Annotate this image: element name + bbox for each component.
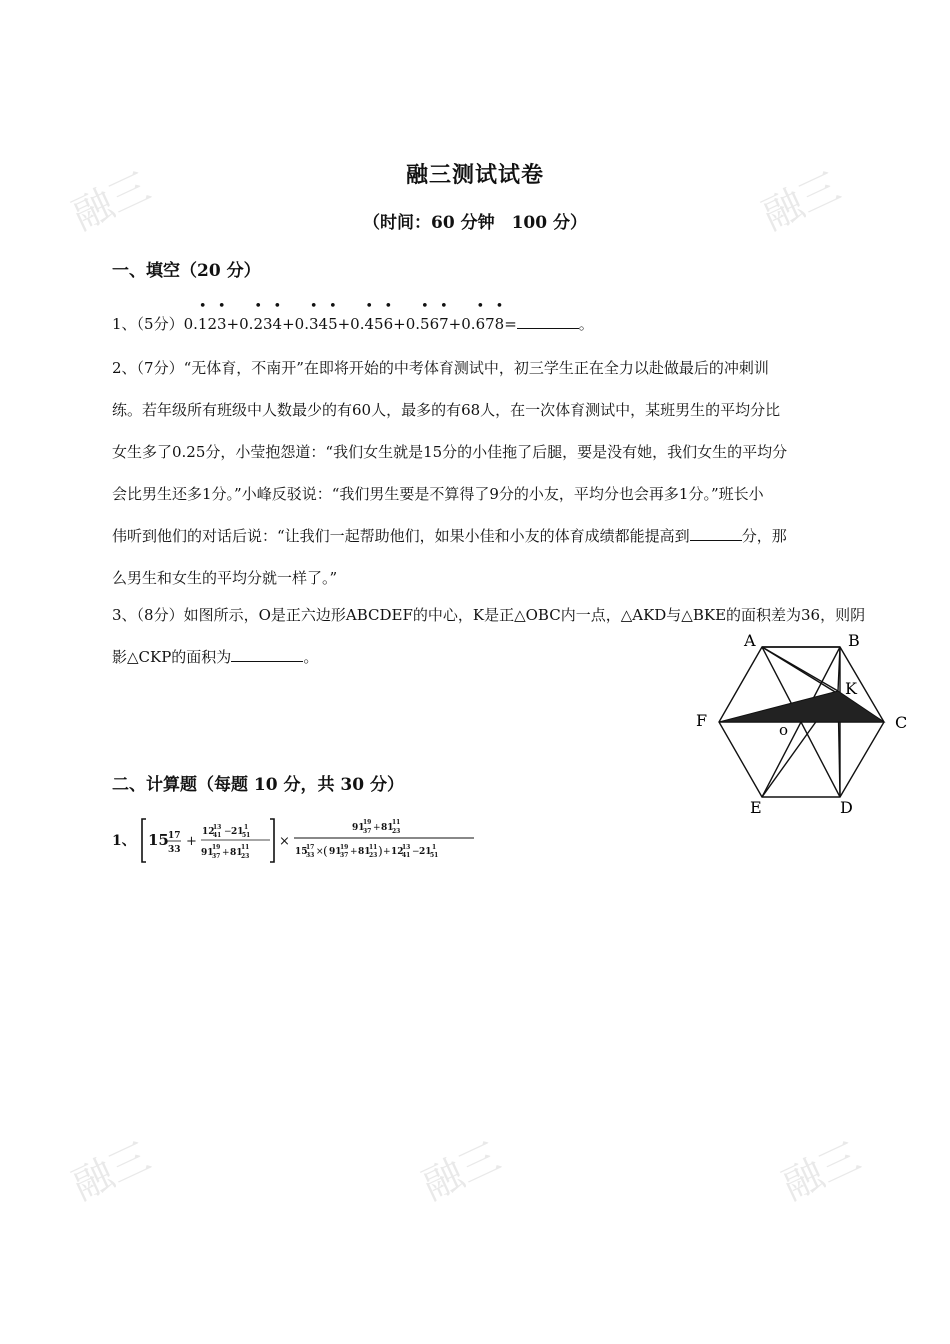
svg-text:−: − (224, 827, 232, 837)
term-lead: +0. (393, 315, 421, 333)
term-lead: +0. (337, 315, 365, 333)
term-digit: • 4 (273, 303, 283, 345)
q2-line: 2、（7分）“无体育，不南开”在即将开始的中考体育测试中，初三学生正在全力以赴做最后的冲刺训 (112, 359, 769, 377)
svg-text:15: 15 (148, 831, 169, 849)
q1-prefix: 1、（5分） (112, 315, 184, 333)
svg-text:1: 1 (432, 844, 437, 851)
term-digit: 5 (374, 315, 384, 333)
svg-text:11: 11 (369, 844, 378, 851)
svg-text:37: 37 (363, 828, 372, 835)
svg-text:23: 23 (369, 852, 378, 859)
svg-text:91: 91 (352, 823, 365, 833)
q2-line: 会比男生还多1分。”小峰反驳说：“我们男生要是不算得了9分的小友，平均分也会再多1分。”班长小 (112, 485, 764, 503)
q1-equals: = (504, 315, 517, 333)
svg-text:+: + (350, 847, 358, 857)
svg-text:+: + (373, 823, 381, 833)
term-digit: • 4 (365, 303, 375, 345)
svg-text:81: 81 (358, 847, 371, 857)
svg-text:15: 15 (295, 847, 308, 857)
q2-answer-blank[interactable] (690, 524, 742, 541)
q2-line: 女生多了0.25分，小莹抱怨道：“我们女生就是15分的小佳拖了后腿，要是没有她，我们女生的平均分 (112, 443, 788, 461)
watermark: 融三 (65, 1133, 158, 1210)
q1-end: 。 (578, 315, 594, 333)
q2-line: 练。若年级所有班级中人数最少的有60人，最多的有68人，在一次体育测试中，某班男生的平均分比 (112, 401, 781, 419)
term-digit: 7 (485, 315, 495, 333)
term-digit: 6 (429, 315, 440, 333)
svg-text:1、: 1、 (112, 833, 136, 849)
section-1-heading: 一、填空（20 分） (112, 261, 261, 281)
term-digit: 2 (207, 315, 217, 333)
term-digit: • 3 (309, 303, 319, 345)
term-digit: 3 (262, 315, 273, 333)
repeating-decimal-term (393, 303, 449, 345)
svg-text:81: 81 (381, 823, 394, 833)
repeating-decimal-term (227, 303, 283, 345)
svg-text:17: 17 (168, 831, 181, 841)
term-digit: • 2 (253, 303, 263, 345)
q3-answer-blank[interactable] (231, 645, 303, 662)
question-2 (112, 347, 907, 599)
q3-line: 影△CKP的面积为 。 (112, 636, 907, 678)
watermark: 融三 (775, 1133, 868, 1210)
svg-text:23: 23 (241, 853, 250, 860)
svg-text:+: + (186, 834, 197, 849)
watermark: 融三 (755, 163, 848, 240)
label-O: o (779, 721, 789, 739)
term-lead: +0. (226, 315, 254, 333)
term-digit: • 6 (384, 303, 394, 345)
term-digit: • 8 (495, 303, 505, 345)
watermark: 融三 (415, 1133, 508, 1210)
label-K: K (845, 679, 857, 698)
svg-text:37: 37 (212, 853, 221, 860)
svg-text:21: 21 (231, 827, 244, 837)
question-1 (112, 303, 907, 345)
svg-text:13: 13 (402, 844, 411, 851)
svg-text:+: + (383, 847, 391, 857)
svg-text:41: 41 (213, 832, 222, 839)
label-A: A (744, 631, 756, 650)
hexagon-figure (690, 628, 920, 820)
q3-line: 3、（8分）如图所示，O是正六边形ABCDEF的中心，K是正△OBC内一点，△AKD与△BKE的面积差为36，则阴 (112, 606, 866, 624)
term-digit: • 6 (476, 303, 486, 345)
term-digit: • 5 (420, 303, 430, 345)
svg-text:37: 37 (340, 852, 349, 859)
term-digit: • 7 (439, 303, 449, 345)
svg-text:×: × (316, 847, 324, 857)
svg-text:19: 19 (340, 844, 349, 851)
svg-text:33: 33 (168, 845, 181, 855)
svg-text:51: 51 (242, 832, 251, 839)
svg-text:17: 17 (306, 844, 315, 851)
term-digit: • 3 (217, 303, 227, 345)
svg-text:91: 91 (201, 848, 214, 858)
svg-text:1: 1 (244, 824, 249, 831)
svg-text:23: 23 (392, 828, 401, 835)
repeating-decimal-term (184, 303, 227, 345)
svg-text:19: 19 (363, 819, 372, 826)
svg-text:13: 13 (213, 824, 222, 831)
svg-text:11: 11 (241, 844, 250, 851)
svg-text:91: 91 (329, 847, 342, 857)
label-E: E (750, 798, 762, 817)
shaded-triangle (719, 691, 884, 722)
svg-text:−: − (412, 847, 420, 857)
term-digit: • 1 (198, 303, 208, 345)
svg-text:41: 41 (402, 852, 411, 859)
term-lead: +0. (448, 315, 476, 333)
repeating-decimal-term (282, 303, 338, 345)
label-F: F (696, 711, 708, 730)
term-lead: 0. (183, 315, 198, 333)
svg-text:21: 21 (419, 847, 432, 857)
svg-text:12: 12 (391, 847, 404, 857)
page-title: 融三测试试卷 (405, 162, 544, 188)
q2-line: 么男生和女生的平均分就一样了。” (112, 569, 338, 587)
term-digit: 4 (318, 315, 329, 333)
svg-text:): ) (378, 844, 383, 858)
svg-text:33: 33 (306, 852, 315, 859)
svg-text:×: × (279, 834, 290, 849)
svg-text:81: 81 (230, 848, 243, 858)
watermark: 融三 (65, 163, 158, 240)
repeating-decimal-term (338, 303, 394, 345)
term-lead: +0. (282, 315, 309, 333)
repeating-decimal-term (449, 303, 505, 345)
section-2-heading: 二、计算题（每题 10 分，共 30 分） (112, 775, 404, 795)
svg-text:19: 19 (212, 844, 221, 851)
page-subtitle: （时间：60 分钟 100 分） (363, 213, 587, 233)
svg-text:12: 12 (202, 827, 215, 837)
q1-repeating-decimals (184, 315, 505, 333)
svg-text:51: 51 (430, 852, 439, 859)
q2-line: 伟听到他们的对话后说：“让我们一起帮助他们，如果小佳和小友的体育成绩都能提高到 分，那 (112, 515, 907, 557)
label-B: B (848, 631, 860, 650)
label-D: D (840, 798, 853, 817)
svg-text:(: ( (323, 844, 328, 858)
svg-text:11: 11 (392, 819, 401, 826)
q1-answer-blank[interactable] (517, 312, 579, 329)
calc-expression (112, 812, 492, 868)
term-digit: • 5 (328, 303, 338, 345)
label-C: C (895, 713, 908, 732)
svg-text:+: + (222, 848, 230, 858)
